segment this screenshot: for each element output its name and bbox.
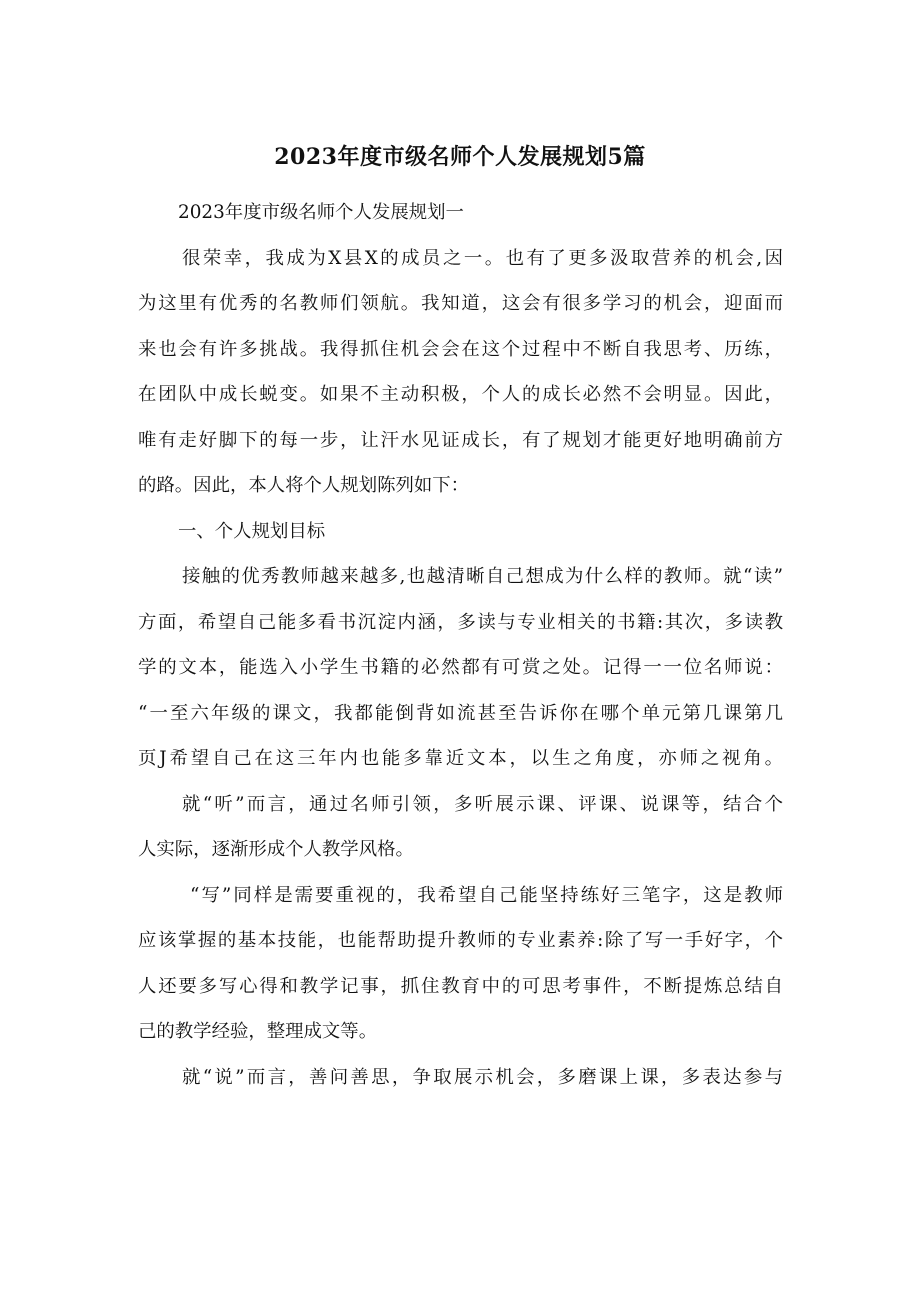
section-heading: 一、个人规划目标 (178, 520, 326, 542)
paragraph-line: 学的文本，能选入小学生书籍的必然都有可赏之处。记得一一位名师说： (138, 657, 783, 678)
paragraph-line: 应该掌握的基本技能，也能帮助提升教师的专业素养:除了写一手好字，个 (138, 930, 783, 951)
paragraph-line: 就“说”而言，善问善思，争取展示机会，多磨课上课，多表达参与 (182, 1066, 783, 1088)
paragraph-line: 来也会有许多挑战。我得抓住机会会在这个过程中不断自我思考、历练， (138, 338, 783, 360)
paragraph-line: 页J希望自己在这三年内也能多靠近文本，以生之角度，亦师之视角。 (138, 748, 783, 769)
paragraph-line: 接触的优秀教师越来越多,也越清晰自己想成为什么样的教师。就“读” (182, 566, 783, 587)
paragraph-line: 就“听”而言，通过名师引领，多听展示课、评课、说课等，结合个 (182, 793, 783, 815)
paragraph-line: 在团队中成长蜕变。如果不主动积极，个人的成长必然不会明显。因此， (138, 384, 783, 405)
paragraph-line: 的路。因此，本人将个人规划陈列如下： (138, 475, 470, 496)
paragraph-line: 己的教学经验，整理成文等。 (138, 1021, 378, 1042)
document-body (138, 190, 783, 1100)
paragraph-line: 人还要多写心得和教学记事，抓住教育中的可思考事件，不断提炼总结自 (138, 975, 783, 997)
paragraph-line: 人实际，逐渐形成个人教学风格。 (138, 839, 414, 860)
paragraph-line: 方面，希望自己能多看书沉淀内涵，多读与专业相关的书籍:其次，多读教 (138, 611, 783, 633)
paragraph-line: 很荣幸，我成为X县X的成员之一。也有了更多汲取营养的机会,因 (182, 247, 783, 269)
paragraph-line: “写”同样是需要重视的，我希望自己能坚持练好三笔字，这是教师 (190, 884, 783, 906)
paragraph-line: “一至六年级的课文，我都能倒背如流甚至告诉你在哪个单元第几课第几 (138, 702, 783, 724)
section-heading: 2023年度市级名师个人发展规划一 (178, 202, 464, 223)
paragraph-line: 唯有走好脚下的每一步，让汗水见证成长，有了规划才能更好地明确前方 (138, 429, 783, 451)
paragraph-line: 为这里有优秀的名教师们领航。我知道，这会有很多学习的机会，迎面而 (138, 293, 783, 314)
document-title: 2023年度市级名师个人发展规划5篇 (274, 144, 646, 170)
